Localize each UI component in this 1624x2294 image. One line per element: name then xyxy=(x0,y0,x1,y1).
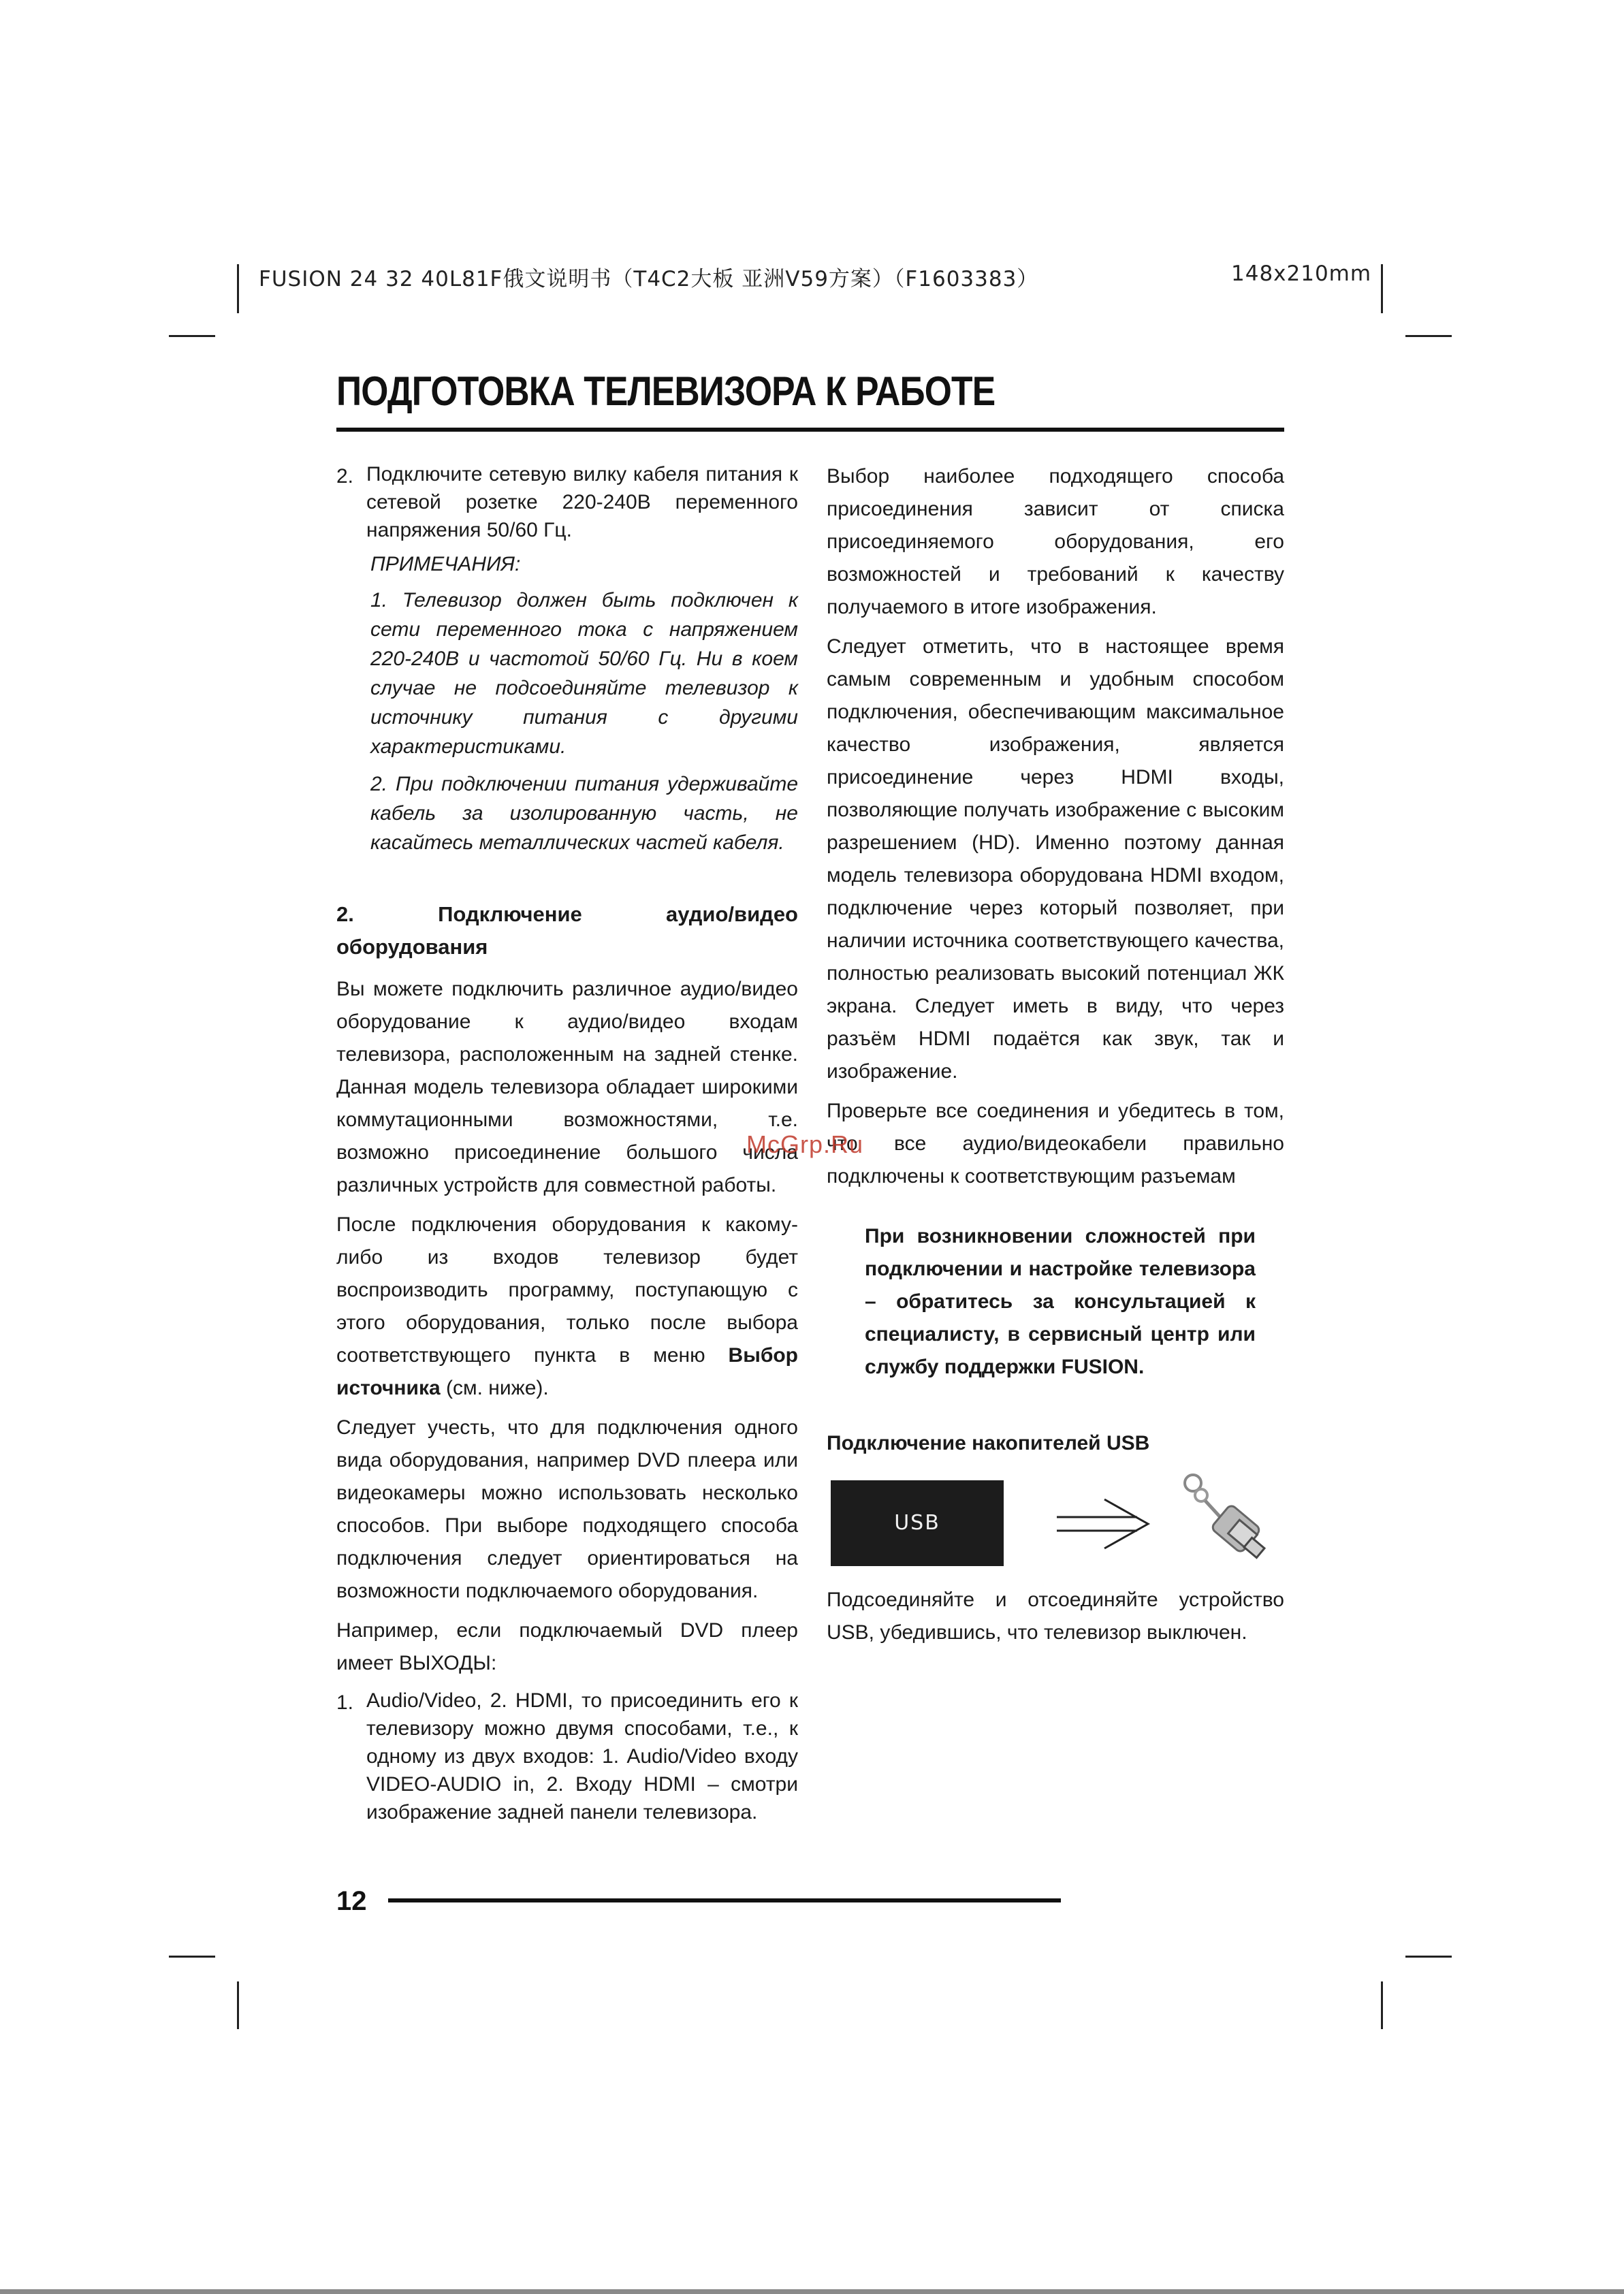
paragraph-text: После подключения оборудования к какому-либо из входов телевизор будет воспроизводить программу, поступающую с этого оборудования, только после выбора соответствующего пункта в меню xyxy=(336,1213,798,1367)
list-number: 1. xyxy=(336,1691,354,1714)
double-arrow-icon xyxy=(1057,1497,1152,1551)
paragraph: Вы можете подключить различное аудио/видео оборудование к аудио/видео входам телевизора, расположенным на задней стенке. Данная модель телевизора обладает широкими коммутационными возможностями, т.е. возможно присоединение большого числа различных устройств для совместной работы. xyxy=(336,978,798,1196)
list-text: Audio/Video, 2. HDMI, то присоединить его к телевизору можно двумя способами, т.е., к одному из двух входов: 1. Audio/Video входу VIDEO-AUDIO in, 2. Входу HDMI – смотри изображение задней панели телевизора. xyxy=(366,1689,798,1823)
page-number: 12 xyxy=(336,1886,367,1916)
crop-mark xyxy=(237,264,239,313)
paragraph: Например, если подключаемый DVD плеер имеет ВЫХОДЫ: xyxy=(336,1619,798,1674)
crop-mark xyxy=(169,335,215,337)
paragraph: Выбор наиболее подходящего способа присоединения зависит от списка присоединяемого оборудования, его возможностей и требований к качеству получаемого в итоге изображения. xyxy=(827,465,1284,618)
page-size-label: 148x210mm xyxy=(1231,261,1372,286)
crop-mark xyxy=(1405,1956,1452,1958)
menu-item-reference: Выбор источника xyxy=(336,1344,798,1399)
notes-block xyxy=(370,549,798,857)
scan-edge-band xyxy=(0,2289,1624,2294)
crop-mark xyxy=(1381,1981,1383,2029)
page-title: ПОДГОТОВКА ТЕЛЕВИЗОРА К РАБОТЕ xyxy=(336,368,996,414)
left-column xyxy=(336,460,798,1832)
list-text: Подключите сетевую вилку кабеля питания к сетевой розетке 220-240В переменного напряжения 50/60 Гц. xyxy=(366,463,798,541)
note-2: 2. При подключении питания удерживайте кабель за изолированную часть, не касайтесь металлических частей кабеля. xyxy=(370,773,798,854)
crop-mark xyxy=(1405,335,1452,337)
right-column xyxy=(827,460,1284,1656)
list-number: 2. xyxy=(336,465,354,488)
paragraph-text: (см. ниже). xyxy=(440,1377,549,1399)
section-heading: 2. Подключение аудио/видео оборудования xyxy=(336,902,798,959)
list-item xyxy=(336,460,798,544)
footer-rule xyxy=(388,1898,1061,1902)
paragraph xyxy=(336,1209,798,1405)
title-underline xyxy=(336,428,1284,432)
support-callout: При возникновении сложностей при подключении и настройке телевизора – обратитесь за консультацией к специалисту, в сервисный центр или службу поддержки FUSION. xyxy=(865,1225,1256,1378)
crop-mark xyxy=(1381,264,1383,313)
usb-heading: Подключение накопителей USB xyxy=(827,1432,1150,1454)
document-code: FUSION 24 32 40L81F俄文说明书（T4C2大板 亚洲V59方案）（F1603383） xyxy=(259,267,1039,291)
notes-title: ПРИМЕЧАНИЯ: xyxy=(370,553,521,575)
watermark: McGrp.Ru xyxy=(746,1130,864,1158)
usb-illustration xyxy=(827,1472,1284,1574)
note-1: 1. Телевизор должен быть подключен к сети переменного тока с напряжением 220-240В и частотой 50/60 Гц. Ни в коем случае не подсоединяйте телевизор к источнику питания с другими характеристиками. xyxy=(370,589,798,758)
paragraph: Следует учесть, что для подключения одного вида оборудования, например DVD плеера или видеокамеры можно использовать несколько способов. При выборе подходящего способа подключения следует ориентироваться на возможности подключаемого оборудования. xyxy=(336,1416,798,1602)
usb-flash-drive-icon xyxy=(1166,1463,1275,1572)
paragraph: Следует отметить, что в настоящее время самым современным и удобным способом подключения, обеспечивающим максимальное качество изображения, является присоединение через HDMI входы, позволяющие получать изображение с высоким разрешением (HD). Именно поэтому данная модель телевизора оборудована HDMI входом, подключение через который позволяет, при наличии источника соответствующего качества, полностью реализовать высокий потенциал ЖК экрана. Следует иметь в виду, что через разъём HDMI подаётся как звук, так и изображение. xyxy=(827,635,1284,1083)
usb-port-label: USB xyxy=(831,1480,1004,1566)
crop-mark xyxy=(169,1956,215,1958)
list-item xyxy=(336,1687,798,1826)
usb-caption: Подсоединяйте и отсоединяйте устройство USB, убедившись, что телевизор выключен. xyxy=(827,1589,1284,1644)
paragraph: Проверьте все соединения и убедитесь в том, что все аудио/видеокабели правильно подключены к соответствующим разъемам xyxy=(827,1100,1284,1188)
crop-mark xyxy=(237,1981,239,2029)
